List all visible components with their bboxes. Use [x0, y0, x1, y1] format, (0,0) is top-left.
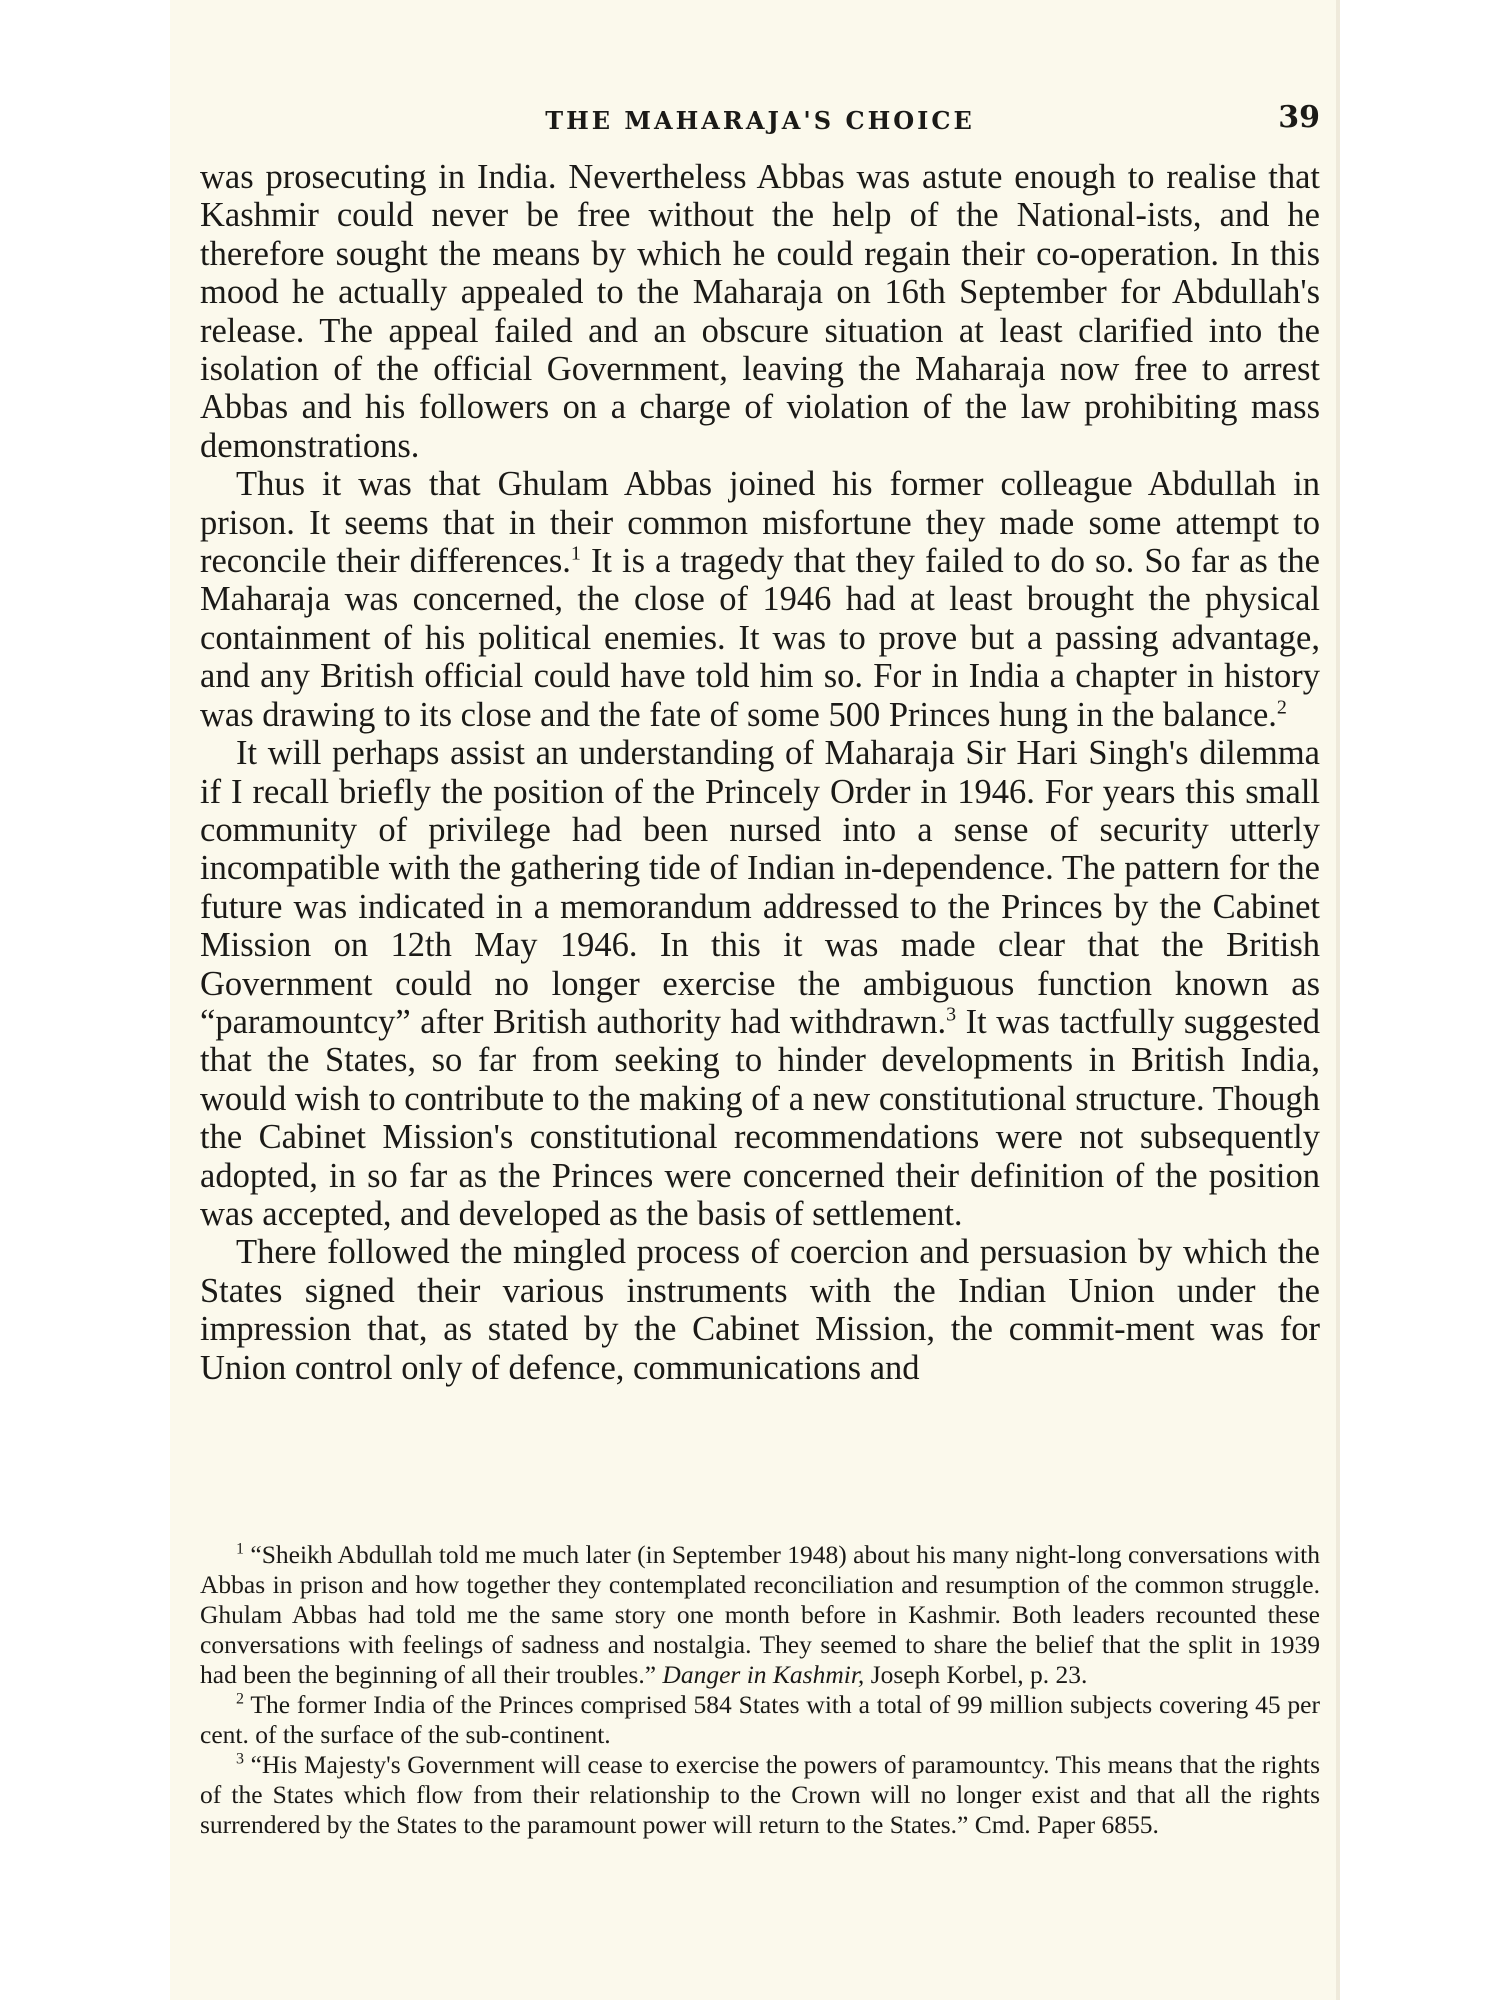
- footnote-3: [200, 1750, 1320, 1840]
- footnote-ref-3: 3: [946, 1003, 957, 1026]
- footnote-3-mark: 3: [236, 1750, 244, 1768]
- page-number: 39: [1278, 100, 1320, 135]
- paragraph-2-part-a: Thus it was that Ghulam Abbas joined his former colleague Abdullah in prison. It seems that in their common misfortune they made some attempt to reconcile their differences.: [200, 465, 1320, 581]
- footnote-1-text: “Sheikh Abdullah told me much later (in September 1948) about his many night-long conversations with Abbas in prison and how together they contemplated reconciliation and resumption of the common struggle. Ghulam Abbas had told me the same story one month before in Kashmir. Both leaders recounted these conversations with feelings of sadness and nostalgia. They seemed to share the belief that the split in 1939 had been the beginning of all their troubles.”: [200, 1540, 1320, 1689]
- footnote-1-source-rest: Joseph Korbel, p. 23.: [870, 1660, 1088, 1689]
- running-head-title: THE MAHARAJA'S CHOICE: [545, 106, 975, 135]
- paragraph-3-part-b: It was tactfully suggested that the States, so far from seeking to hinder developments in British India, would wish to contribute to the making of a new constitutional structure. Though the Cabinet Mission's constitutional recommendations were not subsequently adopted, in so far as the Princes were concerned their definition of the position was accepted, and developed as the basis of settlement.: [200, 1002, 1320, 1233]
- footnote-ref-1: 1: [570, 542, 581, 565]
- running-head: [200, 100, 1320, 144]
- footnote-2-text: The former India of the Princes comprised 584 States with a total of 99 million subjects covering 45 per cent. of the surface of the sub-continent.: [200, 1690, 1320, 1749]
- footnote-ref-2: 2: [1276, 696, 1287, 719]
- footnote-1-mark: 1: [236, 1540, 244, 1558]
- footnote-2-mark: 2: [236, 1690, 244, 1708]
- body-text: [200, 158, 1320, 1387]
- footnote-1-source-title: Danger in Kashmir,: [662, 1660, 865, 1689]
- paragraph-3: [200, 734, 1320, 1233]
- paragraph-2: [200, 465, 1320, 734]
- footnote-1: [200, 1540, 1320, 1690]
- paragraph-4: There followed the mingled process of coercion and persuasion by which the States signed their various instruments with the Indian Union under the impression that, as stated by the Cabinet Mission, the commit-ment was for Union control only of defence, communications and: [200, 1233, 1320, 1387]
- paragraph-1: was prosecuting in India. Nevertheless Abbas was astute enough to realise that Kashmir could never be free without the help of the National-ists, and he therefore sought the means by which he could regain their co-operation. In this mood he actually appealed to the Maharaja on 16th September for Abdullah's release. The appeal failed and an obscure situation at least clarified into the isolation of the official Government, leaving the Maharaja now free to arrest Abbas and his followers on a charge of violation of the law prohibiting mass demonstrations.: [200, 158, 1320, 465]
- paragraph-3-part-a: It will perhaps assist an understanding of Maharaja Sir Hari Singh's dilemma if I recall briefly the position of the Princely Order in 1946. For years this small community of privilege had been nursed into a sense of security utterly incompatible with the gathering tide of Indian in-dependence. The pattern for the future was indicated in a memorandum addressed to the Princes by the Cabinet Mission on 12th May 1946. In this it was made clear that the British Government could no longer exercise the ambiguous function known as “paramountcy” after British authority had withdrawn.: [200, 734, 1320, 1041]
- page-edge: [1336, 0, 1340, 2000]
- footnote-3-text: “His Majesty's Government will cease to exercise the powers of paramountcy. This means that the rights of the States which flow from their relationship to the Crown will no longer exist and that all the rights surrendered by the States to the paramount power will return to the States.” Cmd. Paper 6855.: [200, 1750, 1320, 1839]
- footnote-2: [200, 1690, 1320, 1750]
- footnotes: [200, 1540, 1320, 1840]
- paragraph-2-part-b: It is a tragedy that they failed to do so. So far as the Maharaja was concerned, the close of 1946 had at least brought the physical containment of his political enemies. It was to prove but a passing advantage, and any British official could have told him so. For in India a chapter in history was drawing to its close and the fate of some 500 Princes hung in the balance.: [200, 542, 1320, 734]
